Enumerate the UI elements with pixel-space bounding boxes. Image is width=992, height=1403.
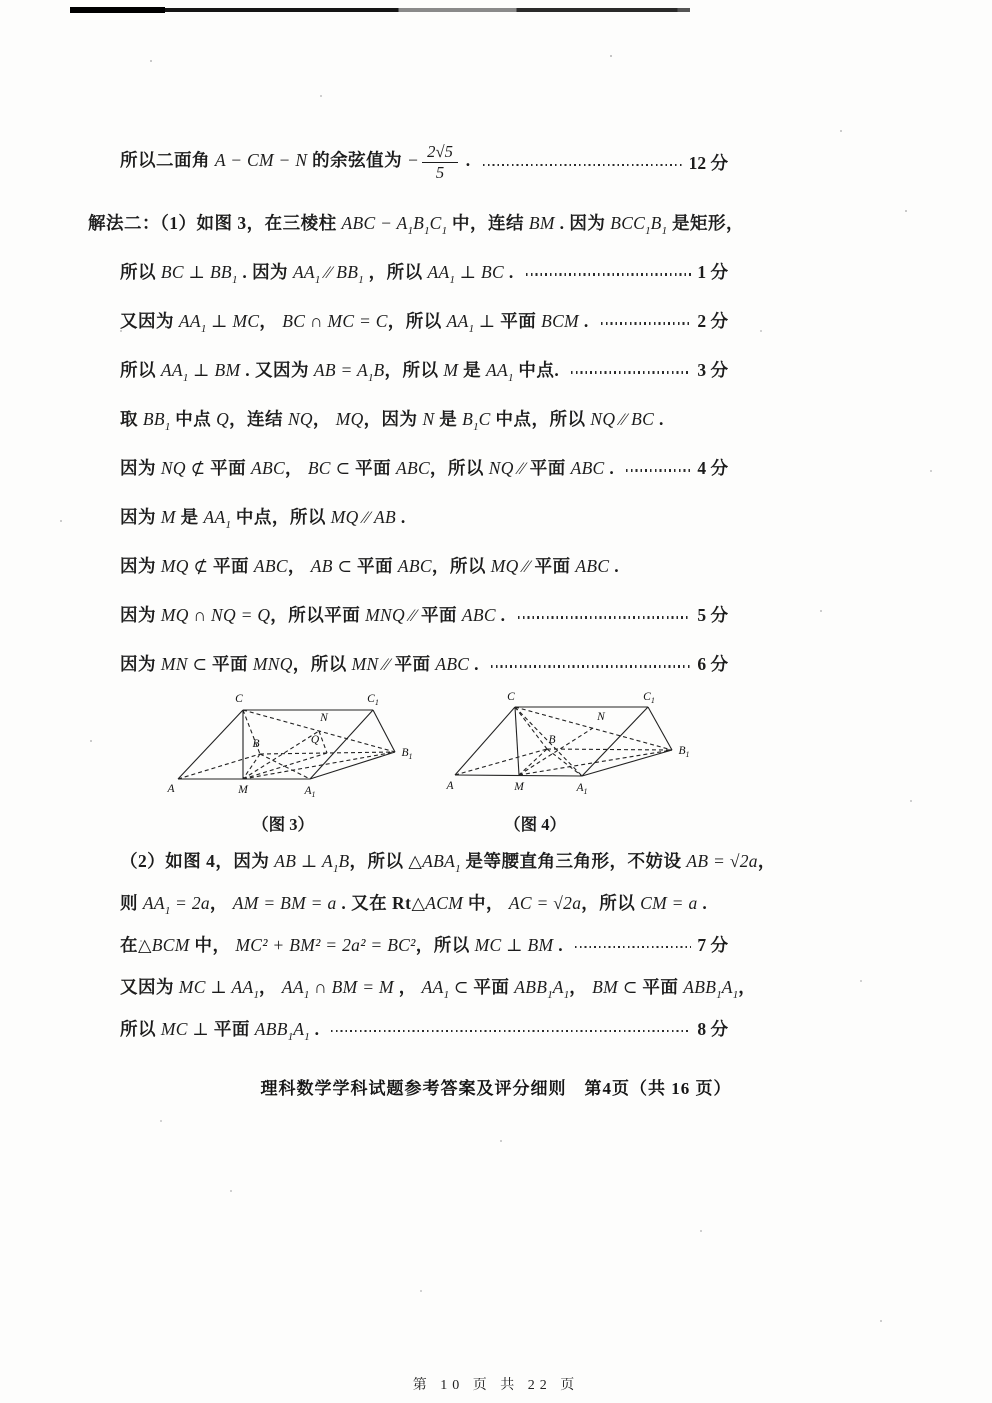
- score-label: 6 分: [697, 654, 728, 674]
- solution-line: [88, 965, 757, 1007]
- line-text: 又因为 MC ⊥ $AA_1$， $AA_1$ ∩ BM = M ， $AA_1$ ⊂ 平面 $ABB_1A_1$， BM ⊂ 平面 $ABB_1A_1$，: [120, 976, 757, 1001]
- score-label: 4 分: [697, 458, 728, 478]
- figure-3-caption: （图 3）: [252, 815, 314, 834]
- score-label: 5 分: [697, 605, 728, 625]
- dot-leader: [331, 1030, 691, 1032]
- solution-line: [88, 345, 728, 394]
- score-label: 1 分: [697, 262, 728, 282]
- svg-text:A1: $A_1$: [304, 785, 316, 799]
- line-text: 因为 MQ ∩ NQ = Q，所以平面 MNQ ∕∕ 平面 ABC .: [120, 605, 506, 625]
- svg-text:C: C: [235, 693, 243, 705]
- line-text: 所以 MC ⊥ 平面 $ABB_1A_1$ .: [120, 1018, 320, 1043]
- scan-noise: [0, 0, 2, 2]
- svg-text:A1: $A_1$: [576, 782, 588, 796]
- figure-4: [445, 690, 725, 835]
- solution-line: [88, 247, 728, 296]
- solution-line: [88, 881, 728, 923]
- line-text: （2）如图 4，因为 AB ⊥ $A_1B$，所以 $\triangle ABA_1$ 是等腰直角三角形，不妨设 AB = √2a，: [120, 850, 776, 875]
- line-text: 所以 BC ⊥ $BB_1$ . 因为 $AA_1$ ∕∕ $BB_1$ ，所以 $AA_1$ ⊥ BC .: [120, 262, 514, 286]
- line-text: 所以二面角 A − CM − N 的余弦值为 − $\frac{2√5}{5}$ .: [120, 142, 471, 182]
- svg-text:N: N: [320, 712, 328, 724]
- figure-4-caption: （图 4）: [504, 815, 566, 834]
- dot-leader: [575, 946, 691, 948]
- scan-artifact-mark: [70, 7, 165, 13]
- answer-key-footer: 理科数学学科试题参考答案及评分细则 第4页（共 16 页）: [260, 1079, 732, 1098]
- score-label: 12 分: [688, 152, 728, 173]
- svg-text:M: M: [514, 781, 524, 793]
- svg-text:A: A: [446, 780, 454, 792]
- dot-leader: [526, 273, 692, 275]
- solution-line: [88, 839, 776, 881]
- solution-body: [88, 126, 776, 1049]
- dot-leader: [483, 164, 683, 166]
- line-text: 因为 NQ ⊄ 平面 ABC， BC ⊂ 平面 ABC，所以 NQ ∕∕ 平面 ABC .: [120, 458, 615, 478]
- solution-line: [88, 492, 728, 541]
- dot-leader: [491, 665, 691, 667]
- line-text: 则 $AA_1 = 2a$， AM = BM = a . 又在 Rt△ACM 中， AC = √2a，所以 CM = a .: [120, 892, 708, 917]
- figure-3-drawing: [152, 690, 432, 805]
- dot-leader: [571, 371, 691, 373]
- line-text: 又因为 $AA_1$ ⊥ MC， BC ∩ MC = C，所以 $AA_1$ ⊥ 平面 BCM .: [120, 311, 589, 335]
- line-text: 因为 MQ ⊄ 平面 ABC， AB ⊂ 平面 ABC，所以 MQ ∕∕ 平面 ABC .: [120, 556, 620, 576]
- solution-line: [88, 1007, 728, 1049]
- solution-section-2: [88, 839, 776, 1049]
- page-number-footer: 第 10 页 共 22 页: [412, 1378, 580, 1393]
- svg-text:C: C: [507, 691, 515, 703]
- svg-text:M: M: [238, 784, 248, 796]
- solution-line: [88, 923, 728, 965]
- svg-text:C1: $C_1$: [643, 691, 655, 705]
- svg-text:B: B: [252, 738, 260, 750]
- svg-text:N: N: [597, 711, 605, 723]
- score-label: 8 分: [697, 1018, 728, 1039]
- solution-line: [88, 639, 728, 688]
- solution-line: [88, 590, 728, 639]
- score-label: 3 分: [697, 360, 728, 380]
- score-label: 7 分: [697, 934, 728, 955]
- solution-line: [88, 541, 728, 590]
- svg-text:C1: $C_1$: [367, 693, 379, 707]
- svg-text:B: B: [548, 734, 556, 746]
- svg-text:A: A: [167, 783, 175, 795]
- score-label: 2 分: [697, 311, 728, 331]
- line-text: 在△BCM 中， MC² + BM² = 2a² = BC²，所以 MC ⊥ BM .: [120, 934, 564, 955]
- fraction: $\frac{2√5}{5}$: [422, 143, 458, 181]
- svg-text:Q: Q: [310, 734, 320, 746]
- figure-4-drawing: [445, 690, 725, 805]
- solution-line: [88, 126, 728, 198]
- solution-line: [88, 198, 745, 247]
- line-text: 取 $BB_1$ 中点 Q，连结 NQ， MQ，因为 N 是 $B_1C$ 中点，所以 NQ ∕∕ BC .: [120, 409, 664, 433]
- solution-line: [88, 443, 728, 492]
- figure-3: [152, 690, 432, 835]
- line-text: 解法二：（1）如图 3，在三棱柱 ABC − $A_1B_1C_1$ 中，连结 BM . 因为 $BCC_1B_1$ 是矩形，: [88, 213, 745, 237]
- figures-row: [88, 688, 728, 834]
- line-text: 因为 M 是 $AA_1$ 中点，所以 MQ ∕∕ AB .: [120, 507, 406, 531]
- dot-leader: [601, 322, 692, 324]
- dot-leader: [626, 469, 691, 471]
- line-text: 所以 $AA_1$ ⊥ BM . 又因为 AB = $A_1B$，所以 M 是 $AA_1$ 中点.: [120, 360, 560, 384]
- line-text: 因为 MN ⊂ 平面 MNQ，所以 MN ∕∕ 平面 ABC .: [120, 654, 480, 674]
- solution-line: [88, 296, 728, 345]
- solution-line: [88, 394, 728, 443]
- solution-section-1: [88, 126, 745, 688]
- svg-text:B1: $B_1$: [401, 747, 413, 761]
- svg-text:B1: $B_1$: [678, 745, 690, 759]
- dot-leader: [518, 616, 692, 618]
